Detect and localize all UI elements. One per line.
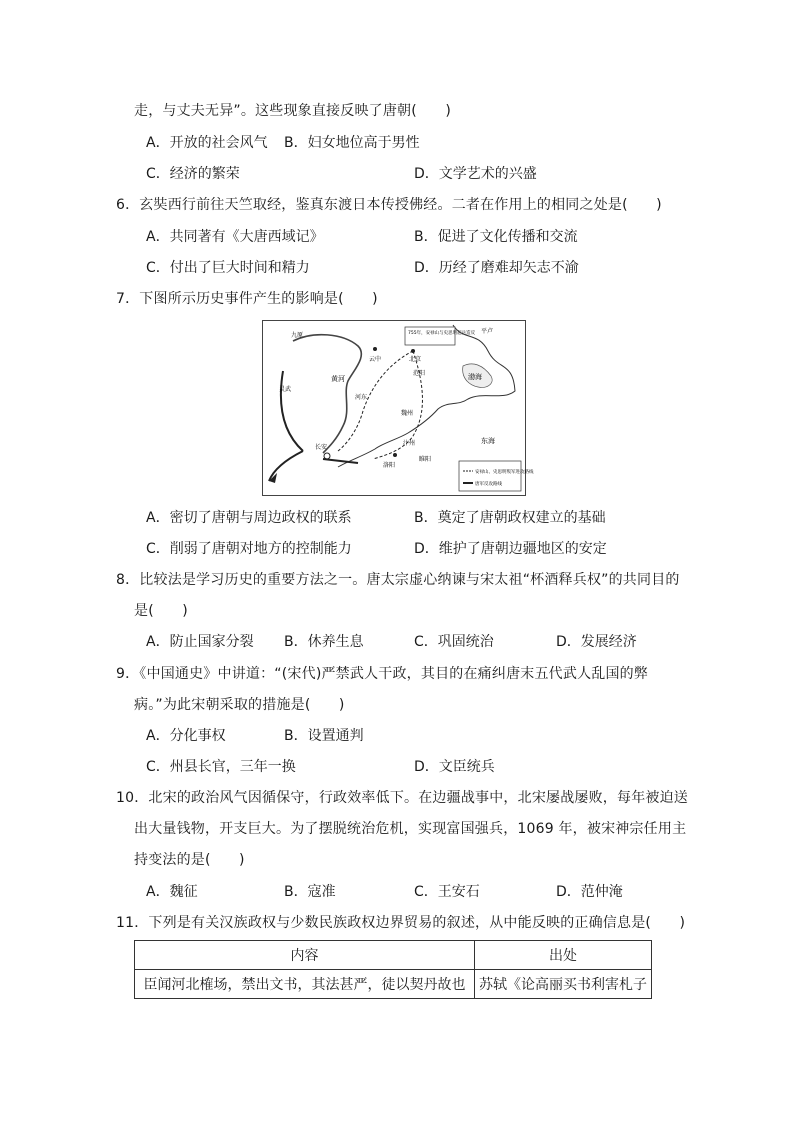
q6-option-d[interactable]: D．历经了磨难却矢志不渝 [414,260,579,276]
label-hedong: 河东 [355,394,368,401]
q8-stem-line2: 是( ) [134,603,188,619]
label-huanghe: 黄河 [331,375,345,383]
q10-stem-line3: 持变法的是( ) [134,852,245,868]
q5-option-d[interactable]: D．文学艺术的兴盛 [414,166,537,182]
q8-option-d[interactable]: D．发展经济 [556,634,637,650]
city-marker-yunzhong [373,347,377,351]
table-header-source: 出处 [475,941,652,970]
q10-option-c[interactable]: C．王安石 [414,884,480,900]
q10-stem-line2: 出大量钱物，开支巨大。为了摆脱统治危机，实现富国强兵，1069 年，被宋神宗任用主 [134,821,687,837]
map-note-text: 755年，安禄山与史思明起兵造反 [408,331,476,336]
q5-option-a[interactable]: A．开放的社会风气 [146,135,268,151]
q9-option-c[interactable]: C．州县长官，三年一换 [146,759,296,775]
label-suiyang: 睢阳 [419,456,432,463]
an-lushan-rebellion-map [262,320,534,496]
q6-stem: 6．玄奘西行前往天竺取经，鉴真东渡日本传授佛经。二者在作用上的相同之处是( ) [116,197,662,213]
q9-option-d[interactable]: D．文臣统兵 [414,759,495,775]
q11-stem: 11．下列是有关汉族政权与少数民族政权边界贸易的叙述，从中能反映的正确信息是( ) [116,915,686,931]
city-marker-fanyang [411,349,415,353]
label-beijing: 北京 [409,356,422,363]
label-luoyang: 洛阳 [383,462,396,469]
label-donghai: 东海 [481,437,495,445]
q5-stem-tail: 走，与丈夫无异”。这些现象直接反映了唐朝( ) [134,103,451,119]
q9-option-b[interactable]: B．设置通判 [284,728,364,744]
q7-option-c[interactable]: C．削弱了唐朝对地方的控制能力 [146,541,352,557]
label-yunzhong: 云中 [369,356,382,363]
table-cell-content: 臣闻河北榷场，禁出文书，其法甚严，徒以契丹故也 [135,970,475,999]
label-pinglu: 平卢 [481,328,494,335]
city-marker-changan [324,453,330,459]
q8-option-c[interactable]: C．巩固统治 [414,634,494,650]
q8-option-b[interactable]: B．休养生息 [284,634,364,650]
table-header-content: 内容 [135,941,475,970]
q6-option-b[interactable]: B．促进了文化传播和交流 [414,229,578,245]
rebel-route-2 [373,351,422,459]
q10-option-a[interactable]: A．魏征 [146,884,198,900]
label-jiuyuan: 九原 [291,332,304,339]
q8-stem-line1: 8．比较法是学习历史的重要方法之一。唐太宗虚心纳谏与宋太祖“杯酒释兵权”的共同目的 [116,572,680,588]
label-changan: 长安 [315,444,328,451]
legend-tang-label: 唐军反攻路线 [475,482,502,487]
note-box [405,327,455,345]
q6-option-a[interactable]: A．共同著有《大唐西域记》 [146,229,324,245]
q5-option-b[interactable]: B．妇女地位高于男性 [284,135,420,151]
q10-stem-line1: 10．北宋的政治风气因循保守，行政效率低下。在边疆战事中，北宋屡战屡败，每年被迫送 [116,790,689,806]
q5-option-c[interactable]: C．经济的繁荣 [146,166,240,182]
q10-option-d[interactable]: D．范仲淹 [556,884,623,900]
table-cell-source: 苏轼《论高丽买书利害札子 [475,970,652,999]
map-drawing [263,321,534,495]
table-header-row [135,941,652,970]
tang-route-1 [281,371,303,451]
q9-stem-line1: 9．《中国通史》中讲道：“(宋代)严禁武人干政，其目的在痛纠唐末五代武人乱国的弊 [116,666,649,682]
legend-rebel-label: 安禄山、史思明叛军进攻路线 [475,470,534,475]
q10-option-b[interactable]: B．寇准 [284,884,336,900]
q7-option-a[interactable]: A．密切了唐朝与周边政权的联系 [146,510,352,526]
label-weizhou: 魏州 [401,410,414,417]
q7-option-d[interactable]: D．维护了唐朝边疆地区的安定 [414,541,607,557]
q8-option-a[interactable]: A．防止国家分裂 [146,634,254,650]
q9-option-a[interactable]: A．分化事权 [146,728,226,744]
yellow-river [293,335,361,453]
q11-source-table [134,940,652,999]
table-row [135,970,652,999]
label-bohai: 渤海 [468,373,482,381]
q9-stem-line2: 病。”为此宋朝采取的措施是( ) [134,697,345,713]
q6-option-c[interactable]: C．付出了巨大时间和精力 [146,260,310,276]
q7-stem: 7．下图所示历史事件产生的影响是( ) [116,291,378,307]
city-marker-luoyang [393,453,397,457]
label-fanyang: 范阳 [413,370,426,377]
q7-option-b[interactable]: B．奠定了唐朝政权建立的基础 [414,510,606,526]
label-bianzhou: 汴州 [403,440,416,447]
label-lingwu: 灵武 [279,386,292,393]
